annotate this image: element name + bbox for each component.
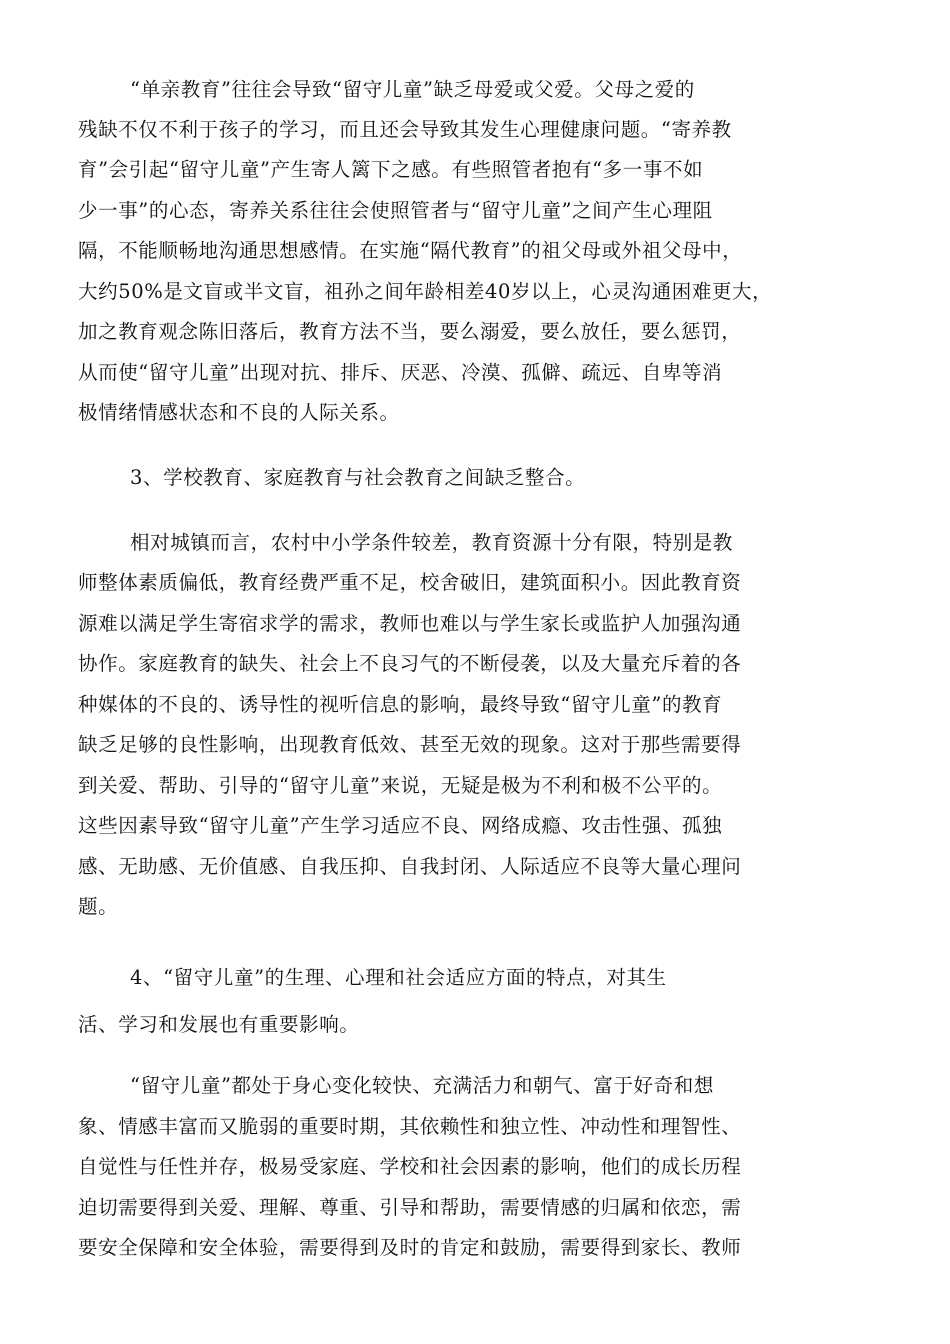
- text-line: 感、无助感、无价值感、自我压抑、自我封闭、人际适应不良等大量心理问: [78, 855, 742, 878]
- text-line: 师整体素质偏低，教育经费严重不足，校舍破旧，建筑面积小。因此教育资: [78, 571, 742, 594]
- text-line: 大约50%是文盲或半文盲，祖孙之间年龄相差40岁以上，心灵沟通困难更大，: [78, 280, 773, 303]
- text-line: 迫切需要得到关爱、理解、尊重、引导和帮助，需要情感的归属和依恋，需: [78, 1196, 742, 1219]
- text-line: 从而使“留守儿童”出现对抗、排斥、厌恶、冷漠、孤僻、疏远、自卑等消: [78, 361, 723, 384]
- text-line: 要安全保障和安全体验，需要得到及时的肯定和鼓励，需要得到家长、教师: [78, 1236, 742, 1259]
- text-line: 象、情感丰富而又脆弱的重要时期，其依赖性和独立性、冲动性和理智性、: [78, 1115, 742, 1138]
- text-line: 少一事”的心态，寄养关系往往会使照管者与“留守儿童”之间产生心理阻: [78, 199, 713, 222]
- text-line: 源难以满足学生寄宿求学的需求，教师也难以与学生家长或监护人加强沟通: [78, 612, 742, 635]
- text-line: 育”会引起“留守儿童”产生寄人篱下之感。有些照管者抱有“多一事不如: [78, 158, 704, 181]
- text-line: 隔，不能顺畅地沟通思想感情。在实施“隔代教育”的祖父母或外祖父母中，: [78, 239, 743, 262]
- text-line: 自觉性与任性并存，极易受家庭、学校和社会因素的影响，他们的成长历程: [78, 1155, 742, 1178]
- text-line: “留守儿童”都处于身心变化较快、充满活力和朝气、富于好奇和想: [130, 1074, 714, 1097]
- heading-text: 4、“留守儿童”的生理、心理和社会适应方面的特点，对其生: [130, 966, 667, 989]
- text-line: 这些因素导致“留守儿童”产生学习适应不良、网络成瘾、攻击性强、孤独: [78, 814, 723, 837]
- text-line: 协作。家庭教育的缺失、社会上不良习气的不断侵袭，以及大量充斥着的各: [78, 652, 742, 675]
- text-line: 缺乏足够的良性影响，出现教育低效、甚至无效的现象。这对于那些需要得: [78, 733, 742, 756]
- text-line: 相对城镇而言，农村中小学条件较差，教育资源十分有限，特别是教: [130, 531, 734, 554]
- text-line: “单亲教育”往往会导致“留守儿童”缺乏母爱或父爱。父母之爱的: [130, 78, 695, 101]
- heading-text: 3、学校教育、家庭教育与社会教育之间缺乏整合。: [130, 466, 586, 489]
- text-line: 残缺不仅不利于孩子的学习，而且还会导致其发生心理健康问题。“寄养教: [78, 118, 732, 141]
- text-line: 题。: [78, 895, 119, 918]
- text-line: 加之教育观念陈旧落后，教育方法不当，要么溺爱，要么放任，要么惩罚，: [78, 320, 742, 343]
- text-line: 极情绪情感状态和不良的人际关系。: [78, 401, 400, 424]
- text-line: 到关爱、帮助、引导的“留守儿童”来说，无疑是极为不利和极不公平的。: [78, 774, 723, 797]
- text-line: 种媒体的不良的、诱导性的视听信息的影响，最终导致“留守儿童”的教育: [78, 693, 723, 716]
- heading-text: 活、学习和发展也有重要影响。: [78, 1013, 360, 1036]
